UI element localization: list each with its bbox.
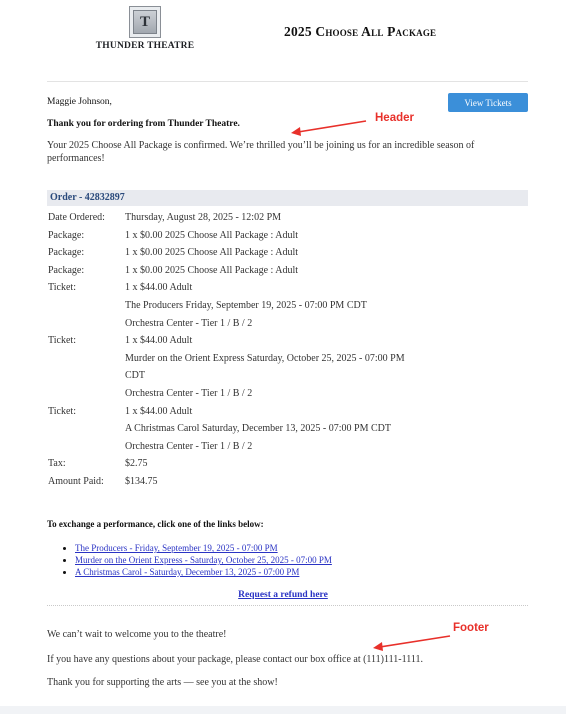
detail-value: The Producers Friday, September 19, 2025 - 07:00 PM CDT	[125, 299, 367, 311]
header-annotation-arrow	[288, 116, 368, 138]
detail-label: Ticket:	[48, 282, 76, 294]
exchange-list-item	[75, 554, 332, 566]
footer-welcome: We can’t wait to welcome you to the theatre!	[47, 629, 227, 640]
footer-contact: If you have any questions about your package, please contact our box office at (111)111-1111.	[47, 654, 423, 665]
thanks-message: Thank you for ordering from Thunder Theatre.	[47, 119, 240, 129]
view-tickets-button[interactable]: View Tickets	[448, 93, 528, 112]
theatre-emblem-icon: T	[129, 6, 161, 38]
exchange-list-item	[75, 542, 332, 554]
detail-label: Amount Paid:	[48, 475, 104, 487]
refund-link[interactable]: Request a refund here	[238, 590, 328, 600]
order-header	[47, 190, 528, 206]
order-detail-row	[48, 279, 420, 297]
greeting: Maggie Johnson,	[47, 97, 112, 107]
detail-value: A Christmas Carol Saturday, December 13, 2025 - 07:00 PM CDT	[125, 423, 391, 435]
exchange-list-item	[75, 566, 332, 578]
detail-label: Ticket:	[48, 405, 76, 417]
detail-label: Package:	[48, 247, 85, 259]
detail-value: Orchestra Center - Tier 1 / B / 2	[125, 317, 253, 329]
order-detail-row	[48, 262, 420, 280]
order-detail-row	[48, 420, 420, 438]
order-detail-row	[48, 227, 420, 245]
footer-annotation-arrow	[370, 633, 452, 653]
detail-value: 1 x $44.00 Adult	[125, 405, 193, 417]
order-detail-row	[48, 244, 420, 262]
theatre-name: THUNDER THEATRE	[95, 41, 195, 51]
detail-value: 1 x $0.00 2025 Choose All Package : Adult	[125, 247, 299, 259]
exchange-link[interactable]: The Producers - Friday, September 19, 2025 - 07:00 PM	[75, 543, 278, 553]
detail-label	[48, 438, 125, 456]
theatre-logo	[95, 6, 195, 51]
exchange-link[interactable]: A Christmas Carol - Saturday, December 13, 2025 - 07:00 PM	[75, 567, 300, 577]
confirmation-text: Your 2025 Choose All Package is confirmed. We’re thrilled you’ll be joining us for an incredible season of performances!	[47, 140, 475, 164]
detail-value: Thursday, August 28, 2025 - 12:02 PM	[125, 212, 282, 223]
order-detail-row	[48, 315, 420, 333]
detail-label	[48, 315, 125, 333]
detail-value: 1 x $44.00 Adult	[125, 335, 193, 347]
detail-label: Package:	[48, 229, 85, 241]
detail-value: $134.75	[125, 475, 158, 487]
exchange-link[interactable]: Murder on the Orient Express - Saturday, October 25, 2025 - 07:00 PM	[75, 555, 332, 565]
order-detail-row	[48, 385, 420, 403]
exchange-links	[61, 542, 332, 578]
order-detail-row	[48, 350, 420, 385]
order-detail-row	[48, 297, 420, 315]
header-divider	[47, 81, 528, 82]
footer-annotation-label: Footer	[453, 622, 489, 634]
detail-label	[48, 385, 125, 403]
detail-label: Package:	[48, 264, 85, 276]
detail-label	[48, 350, 125, 385]
detail-value: 1 x $0.00 2025 Choose All Package : Adult	[125, 229, 299, 241]
detail-label: Tax:	[48, 458, 66, 470]
footer-divider	[47, 605, 528, 606]
order-detail-row	[48, 403, 420, 421]
detail-value: Orchestra Center - Tier 1 / B / 2	[125, 387, 253, 399]
header-annotation-label: Header	[375, 112, 414, 124]
order-detail-row	[48, 209, 420, 227]
detail-value: $2.75	[125, 458, 148, 470]
detail-value: Murder on the Orient Express Saturday, October 25, 2025 - 07:00 PM CDT	[125, 352, 405, 382]
order-detail-row	[48, 332, 420, 350]
detail-value: 1 x $0.00 2025 Choose All Package : Adult	[125, 264, 299, 276]
footer-signoff: Thank you for supporting the arts — see you at the show!	[47, 677, 278, 688]
detail-label: Ticket:	[48, 335, 76, 347]
detail-label	[48, 297, 125, 315]
detail-label	[48, 420, 125, 438]
page-title: 2025 Choose All Package	[284, 24, 437, 39]
order-detail-row	[48, 438, 420, 456]
exchange-instructions: To exchange a performance, click one of the links below:	[47, 519, 264, 529]
order-details	[48, 209, 420, 491]
order-detail-row	[48, 473, 420, 491]
detail-label: Date Ordered:	[48, 212, 105, 223]
detail-value: 1 x $44.00 Adult	[125, 282, 193, 294]
detail-value: Orchestra Center - Tier 1 / B / 2	[125, 440, 253, 452]
refund-section	[0, 590, 566, 600]
order-title: Order - 42832897	[50, 192, 125, 203]
order-detail-row	[48, 455, 420, 473]
